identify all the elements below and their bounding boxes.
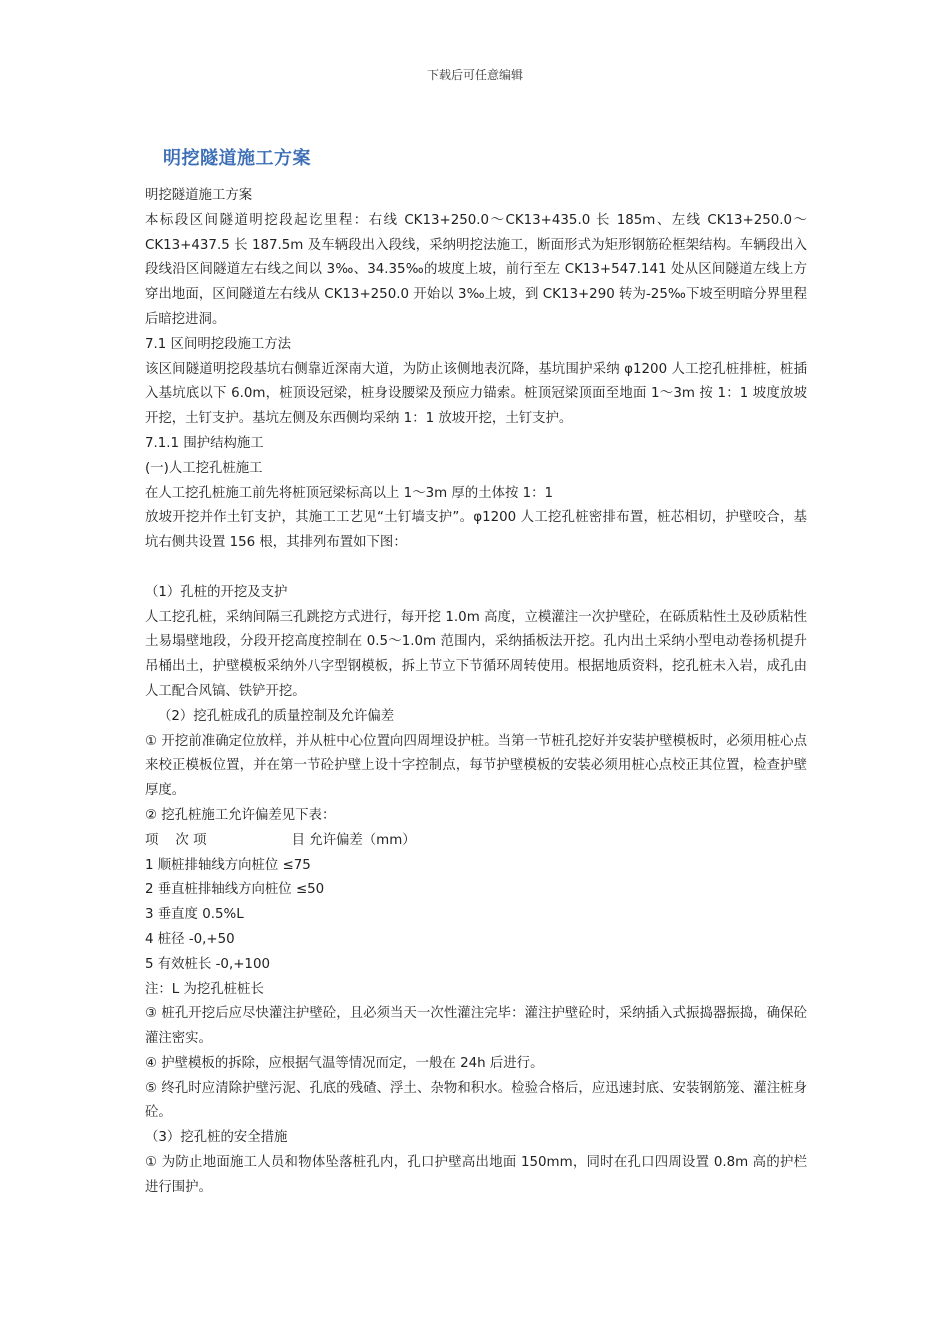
paragraph: ② 挖孔桩施工允许偏差见下表： xyxy=(145,807,336,823)
paragraph: 放坡开挖并作土钉支护，其施工工艺见“土钉墙支护”。φ1200 人工挖孔桩密排布置，桩芯相切，护壁咬合，基坑右侧共设置 156 根，其排列布置如下图： xyxy=(145,510,807,551)
paragraph: ① 开挖前准确定位放样，并从桩中心位置向四周埋设护桩。当第一节桩孔挖好并安装护壁模板时，必须用桩心点来校正模板位置，并在第一节砼护壁上设十字控制点，每节护壁模板的安装必须用桩心点校正其位置，检查护壁厚度。 xyxy=(145,733,807,799)
page-header: 下载后可任意编辑 xyxy=(426,68,523,82)
table-header-row: 项 次 项 目 允许偏差（mm） xyxy=(145,832,416,848)
sub-heading: （1）孔桩的开挖及支护 xyxy=(145,584,288,600)
paragraph: ① 为防止地面施工人员和物体坠落桩孔内，孔口护壁高出地面 150mm，同时在孔口四周设置 0.8m 高的护栏进行围护。 xyxy=(145,1155,807,1195)
table-row: 5 有效桩长 -0,+100 xyxy=(145,956,270,972)
paragraph: 该区间隧道明挖段基坑右侧靠近深南大道，为防止该侧地表沉降，基坑围护采纳 φ1200 人工挖孔桩排桩，桩插入基坑底以下 6.0m，桩顶设冠梁，桩身设腰梁及预应力锚索。桩顶冠梁顶面至地面 1～3m 按 1：1 坡度放坡开挖，土钉支护。基坑左侧及东西侧均采纳 1：1 放坡开挖，土钉支护。 xyxy=(145,361,807,427)
note: 注：L 为挖孔桩桩长 xyxy=(145,981,264,997)
section-heading: 7.1.1 围护结构施工 xyxy=(145,435,264,451)
table-row: 4 桩径 -0,+50 xyxy=(145,931,235,947)
sub-heading: （3）挖孔桩的安全措施 xyxy=(145,1130,288,1146)
paragraph: 在人工挖孔桩施工前先将桩顶冠梁标高以上 1～3m 厚的土体按 1：1 xyxy=(145,485,554,501)
document-body xyxy=(145,184,807,1201)
paragraph: 人工挖孔桩，采纳间隔三孔跳挖方式进行，每开挖 1.0m 高度，立模灌注一次护壁砼，在砾质粘性土及砂质粘性土易塌壁地段，分段开挖高度控制在 0.5～1.0m 范围内，采纳插板法开挖。孔内出土采纳小型电动卷扬机提升吊桶出土，护壁模板采纳外八字型钢模板，拆上节立下节循环周转使用。根据地质资料，挖孔桩未入岩，成孔由人工配合风镐、铁铲开挖。 xyxy=(145,609,807,699)
section-heading: 7.1 区间明挖段施工方法 xyxy=(145,336,292,352)
table-row: 1 顺桩排轴线方向桩位 ≤75 xyxy=(145,857,311,873)
sub-heading: (一)人工挖孔桩施工 xyxy=(145,460,263,476)
table-row: 2 垂直桩排轴线方向桩位 ≤50 xyxy=(145,882,325,898)
paragraph: ⑤ 终孔时应清除护壁污泥、孔底的残碴、浮土、杂物和积水。检验合格后，应迅速封底、安装钢筋笼、灌注桩身砼。 xyxy=(145,1080,807,1121)
paragraph: ③ 桩孔开挖后应尽快灌注护壁砼，且必须当天一次性灌注完毕：灌注护壁砼时，采纳插入式振捣器振捣，确保砼灌注密实。 xyxy=(145,1006,807,1047)
blank-line xyxy=(145,556,807,581)
paragraph: 明挖隧道施工方案 xyxy=(145,188,253,203)
paragraph: 本标段区间隧道明挖段起讫里程：右线 CK13+250.0～CK13+435.0 长 185m、左线 CK13+250.0～CK13+437.5 长 187.5m 及车辆段出入段线，采纳明挖法施工，断面形式为矩形钢筋砼框架结构。车辆段出入段线沿区间隧道左右线之间以 3‰、34.35‰的坡度上坡，前行至左 CK13+547.141 处从区间隧道左线上方穿出地面，区间隧道左右线从 CK13+250.0 开始以 3‰上坡，到 CK13+290 转为-25‰下坡至明暗分界里程后暗挖进洞。 xyxy=(145,212,807,327)
sub-heading: （2）挖孔桩成孔的质量控制及允许偏差 xyxy=(158,708,395,724)
document-title: 明挖隧道施工方案 xyxy=(163,148,311,169)
paragraph: ④ 护壁模板的拆除，应根据气温等情况而定，一般在 24h 后进行。 xyxy=(145,1055,544,1071)
table-row: 3 垂直度 0.5%L xyxy=(145,907,244,923)
